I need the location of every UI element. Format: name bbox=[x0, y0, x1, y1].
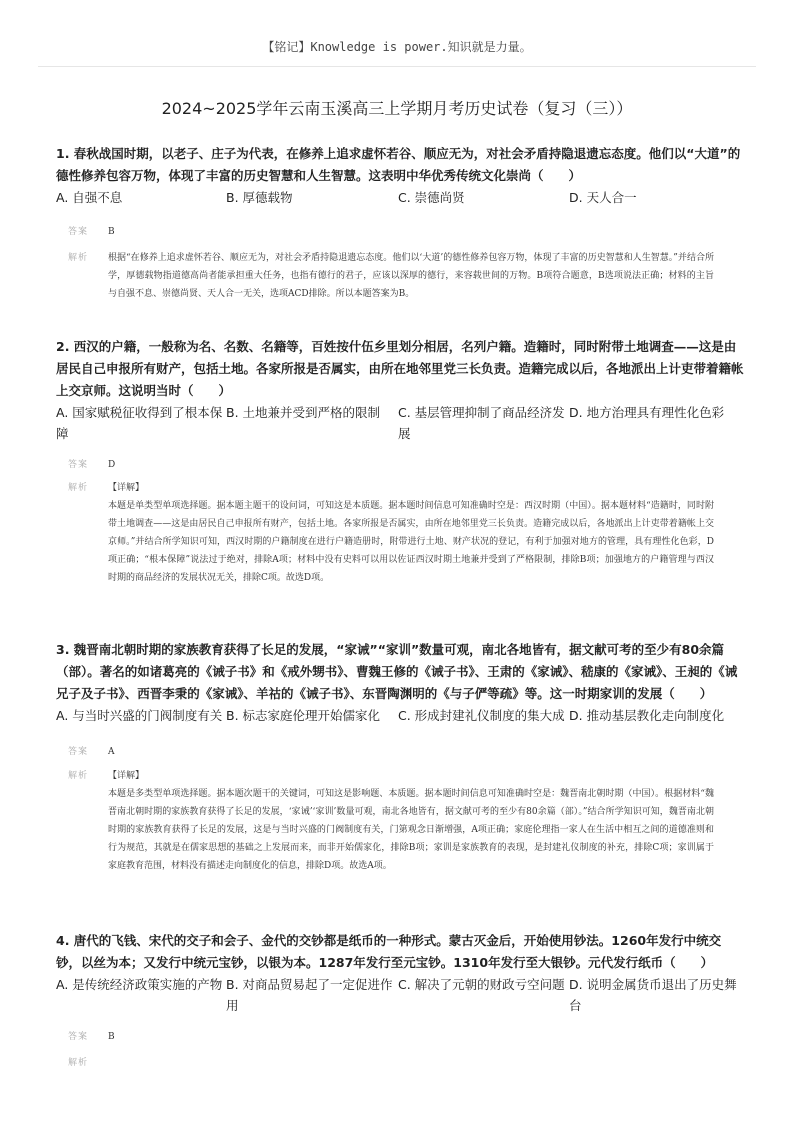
answer-row bbox=[56, 223, 744, 241]
question-stem: 3. 魏晋南北朝时期的家族教育获得了长足的发展，“家诫”“家训”数量可观，南北各地皆有，据文献可考的至少有80余篇（部）。著名的如诸葛亮的《诫子书》和《戒外甥书》、曹魏王修的《诫子书》、王肃的《家诫》、嵇康的《家诫》、王昶的《诫兄子及子书》、西晋李秉的《家诫》、羊祜的《诫子书》、东晋陶渊明的《与子俨等疏》等。这一时期家训的发展（ ） bbox=[56, 642, 738, 701]
answer-label: 答案 bbox=[68, 460, 89, 470]
question-4 bbox=[56, 930, 744, 1068]
answer-label: 答案 bbox=[68, 227, 89, 237]
answer-row bbox=[56, 456, 744, 474]
option-d[interactable]: D. 推动基层教化走向制度化 bbox=[569, 708, 725, 723]
option-a[interactable]: A. 与当时兴盛的门阀制度有关 bbox=[56, 708, 223, 723]
option-c[interactable]: C. 崇德尚贤 bbox=[398, 190, 465, 205]
answer-label: 答案 bbox=[68, 747, 89, 757]
option-b[interactable]: B. 对商品贸易起了一定促进作用 bbox=[226, 977, 393, 1013]
option-a[interactable]: A. 国家赋税征收得到了根本保障 bbox=[56, 405, 223, 441]
options-row bbox=[56, 974, 744, 1020]
answer-row bbox=[56, 1028, 744, 1046]
option-b[interactable]: B. 标志家庭伦理开始儒家化 bbox=[226, 708, 381, 723]
question-stem: 2. 西汉的户籍，一般称为名、名数、名籍等，百姓按什伍乡里划分相居，名列户籍。造籍时，同时附带土地调查——这是由居民自己申报所有财产，包括土地。各家所报是否属实，由所在地邻里党三长负责。造籍完成以后，各地派出上计吏带着籍帐上交京师。这说明当时（ ） bbox=[56, 339, 744, 398]
analysis-label: 解析 bbox=[68, 1058, 89, 1068]
question-3 bbox=[56, 639, 744, 875]
option-a[interactable]: A. 自强不息 bbox=[56, 190, 123, 205]
options-row bbox=[56, 705, 744, 729]
option-c[interactable]: C. 形成封建礼仪制度的集大成 bbox=[398, 708, 565, 723]
answer-label: 答案 bbox=[68, 1032, 89, 1042]
analysis-label: 解析 bbox=[68, 771, 89, 781]
analysis-text: 本题是多类型单项选择题。据本题次题干的关键词，可知这是影响题、本质题。据本题时间信息可知准确时空是：魏晋南北朝时期（中国）。根据材料“魏晋南北朝时期的家族教育获得了长足的发展，‘家诫’‘家训’数量可观，南北各地皆有，据文献可考的至少有80余篇（部）。”结合所学知识可知，魏晋南北朝时期的家族教育获得了长足的发展，这是与当时兴盛的门阀制度有关，门第观念日渐增强，A项正确；家庭伦理指一家人在生活中相互之间的道德准则和行为规范，其就是在儒家思想的基础之上发展而来，而非开始儒家化，排除B项；家训是家族教育的表现，是封建礼仪制度的补充，排除C项；家训属于家庭教育范围，材料没有描述走向制度化的信息，排除D项。故选A项。 bbox=[108, 789, 714, 871]
option-a[interactable]: A. 是传统经济政策实施的产物 bbox=[56, 977, 223, 992]
option-b[interactable]: B. 厚德载物 bbox=[226, 190, 293, 205]
options-row bbox=[56, 187, 744, 211]
analysis-text: 本题是单类型单项选择题。据本题主题干的设问词，可知这是本质题。据本题时间信息可知准确时空是：西汉时期（中国）。据本题材料“造籍时，同时附带土地调查——这是由居民自己申报所有财产，包括土地。各家所报是否属实，由所在地邻里党三长负责。造籍完成以后，各地派出上计吏带着籍帐上交京师。”并结合所学知识可知，西汉时期的户籍制度在进行户籍造册时，附带进行土地、财产状况的登记，有利于加强对地方的管理，具有理性化色彩，D项正确；“根本保障”说法过于绝对，排除A项；材料中没有史料可以用以佐证西汉时期土地兼并受到了严格限制，排除B项；加强地方的户籍管理与西汉时期的商品经济的发展状况无关，排除C项。故选D项。 bbox=[108, 501, 714, 583]
option-d[interactable]: D. 地方治理具有理性化色彩 bbox=[569, 405, 725, 420]
option-d[interactable]: D. 天人合一 bbox=[569, 190, 637, 205]
option-c[interactable]: C. 基层管理抑制了商品经济发展 bbox=[398, 405, 565, 441]
question-1 bbox=[56, 143, 744, 303]
header-divider bbox=[38, 66, 756, 67]
page-title: 2024~2025学年云南玉溪高三上学期月考历史试卷（复习（三）） bbox=[161, 99, 633, 118]
analysis-detail-tag: 【详解】 bbox=[108, 771, 145, 781]
answer-value: B bbox=[108, 227, 115, 237]
answer-row bbox=[56, 743, 744, 761]
question-stem: 1. 春秋战国时期，以老子、庄子为代表，在修养上追求虚怀若谷、顺应无为，对社会矛盾持隐退遗忘态度。他们以“大道”的德性修养包容万物，体现了丰富的历史智慧和人生智慧。这表明中华优秀传统文化崇尚（ ） bbox=[56, 146, 741, 183]
question-2 bbox=[56, 336, 744, 587]
analysis-text: 根据“在修养上追求虚怀若谷、顺应无为，对社会矛盾持隐退遗忘态度。他们以‘大道’的德性修养包容万物，体现了丰富的历史智慧和人生智慧。”并结合所学，厚德载物指道德高尚者能承担重大任务，也指有德行的君子，应该以深厚的德行，来容载世间的万物。B项符合题意，B选项说法正确；材料的主旨与自强不息、崇德尚贤、天人合一无关，选项ACD排除。所以本题答案为B。 bbox=[108, 253, 714, 299]
analysis-detail-tag: 【详解】 bbox=[108, 483, 145, 493]
analysis-label: 解析 bbox=[68, 253, 89, 263]
answer-value: B bbox=[108, 1032, 115, 1042]
header-motto: 【铭记】Knowledge is power.知识就是力量。 bbox=[262, 40, 532, 54]
question-stem: 4. 唐代的飞钱、宋代的交子和会子、金代的交钞都是纸币的一种形式。蒙古灭金后，开始使用钞法。1260年发行中统交钞，以丝为本；又发行中统元宝钞，以银为本。1287年发行至元宝钞。1310年发行至大银钞。元代发行纸币（ ） bbox=[56, 933, 722, 970]
analysis-row bbox=[56, 249, 744, 303]
answer-value: D bbox=[108, 460, 116, 470]
analysis-row bbox=[56, 767, 744, 875]
answer-value: A bbox=[108, 747, 115, 757]
analysis-row bbox=[56, 479, 744, 587]
option-d[interactable]: D. 说明金属货币退出了历史舞台 bbox=[569, 977, 737, 1013]
option-b[interactable]: B. 土地兼并受到严格的限制 bbox=[226, 405, 381, 420]
options-row bbox=[56, 402, 744, 448]
option-c[interactable]: C. 解决了元朝的财政亏空问题 bbox=[398, 977, 565, 992]
analysis-label: 解析 bbox=[68, 483, 89, 493]
